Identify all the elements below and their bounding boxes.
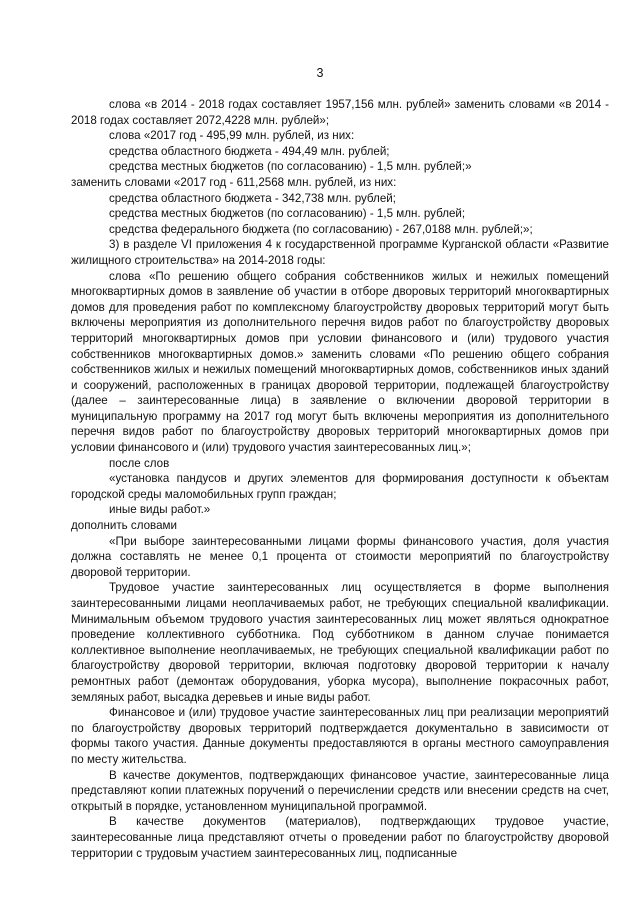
paragraph: слова «По решению общего собрания собственников жилых и нежилых помещений многоквартирных домов в заявление об участии в отборе дворовых территорий многоквартирных домов для проведения работ по комплексному благоустройству дворовых территорий могут быть включены мероприятия из дополнительного перечня видов работ по благоустройству дворовых территорий многоквартирных домов при условии финансового и (или) трудового участия собственников многоквартирных домов.» заменить словами «По решению общего собрания собственников жилых и нежилых помещений многоквартирных домов, собственников иных зданий и сооружений, расположенных в границах дворовой территории, подлежащей благоустройству (далее – заинтересованные лица) в заявление о включении дворовой территории в муниципальную программу на 2017 год могут быть включены мероприятия из дополнительного перечня видов работ по благоустройству дворовых территорий многоквартирных домов при условии финансового и (или) трудового участия заинтересованных лиц.»; <box>71 269 609 455</box>
paragraph: заменить словами «2017 год - 611,2568 млн. рублей, из них: <box>71 175 397 189</box>
paragraph: «установка пандусов и других элементов для формирования доступности к объектам городской среды маломобильных групп граждан; <box>71 472 609 501</box>
paragraph: средства областного бюджета - 342,738 млн. рублей; <box>109 191 396 205</box>
paragraph: средства федерального бюджета (по согласованию) - 267,0188 млн. рублей;»; <box>109 222 533 236</box>
paragraph: Финансовое и (или) трудовое участие заинтересованных лиц при реализации мероприятий по благоустройству дворовых территорий подтверждается документально в зависимости от формы такого участия. Данные документы предоставляются в органы местного самоуправления по месту жительства. <box>71 706 609 766</box>
page-number: 3 <box>316 66 324 80</box>
paragraph: иные виды работ.» <box>109 503 211 517</box>
document-body <box>71 97 609 861</box>
paragraph: В качестве документов, подтверждающих финансовое участие, заинтересованные лица представляют копии платежных поручений о перечислении средств или внесении средств на счет, открытый в порядке, установленном муниципальной программой. <box>71 768 609 813</box>
paragraph: 3) в разделе VI приложения 4 к государственной программе Курганской области «Развитие жилищного строительства» на 2014-2018 годы: <box>71 238 609 267</box>
paragraph: средства местных бюджетов (по согласованию) - 1,5 млн. рублей; <box>109 207 466 221</box>
paragraph: В качестве документов (материалов), подтверждающих трудовое участие, заинтересованные лица представляют отчеты о проведении работ по благоустройству дворовой территории с трудовым участием заинтересованных лиц, подписанные <box>71 815 609 860</box>
paragraph: после слов <box>109 456 170 470</box>
paragraph: дополнить словами <box>71 519 177 533</box>
paragraph: слова «2017 год - 495,99 млн. рублей, из них: <box>109 129 355 143</box>
paragraph: средства областного бюджета - 494,49 млн. рублей; <box>109 144 390 158</box>
paragraph: средства местных бюджетов (по согласованию) - 1,5 млн. рублей;» <box>109 160 472 174</box>
paragraph: слова «в 2014 - 2018 годах составляет 1957,156 млн. рублей» заменить словами «в 2014 - 2018 годах составляет 2072,4228 млн. рублей»; <box>71 98 609 127</box>
paragraph: «При выборе заинтересованными лицами формы финансового участия, доля участия должна составлять не менее 0,1 процента от стоимости мероприятий по благоустройству дворовой территории. <box>71 534 609 579</box>
paragraph: Трудовое участие заинтересованных лиц осуществляется в форме выполнения заинтересованными лицами неоплачиваемых работ, не требующих специальной квалификации. Минимальным объемом трудового участия заинтересованных лиц может являться однократное проведение коллективного субботника. Под субботником в данном случае понимается коллективное выполнение неоплачиваемых, не требующих специальной квалификации работ по благоустройству дворовой территории, включая подготовку дворовой территории к началу ремонтных работ (демонтаж оборудования, уборка мусора), выполнение покрасочных работ, земляных работ, высадка деревьев и иные виды работ. <box>71 581 609 704</box>
